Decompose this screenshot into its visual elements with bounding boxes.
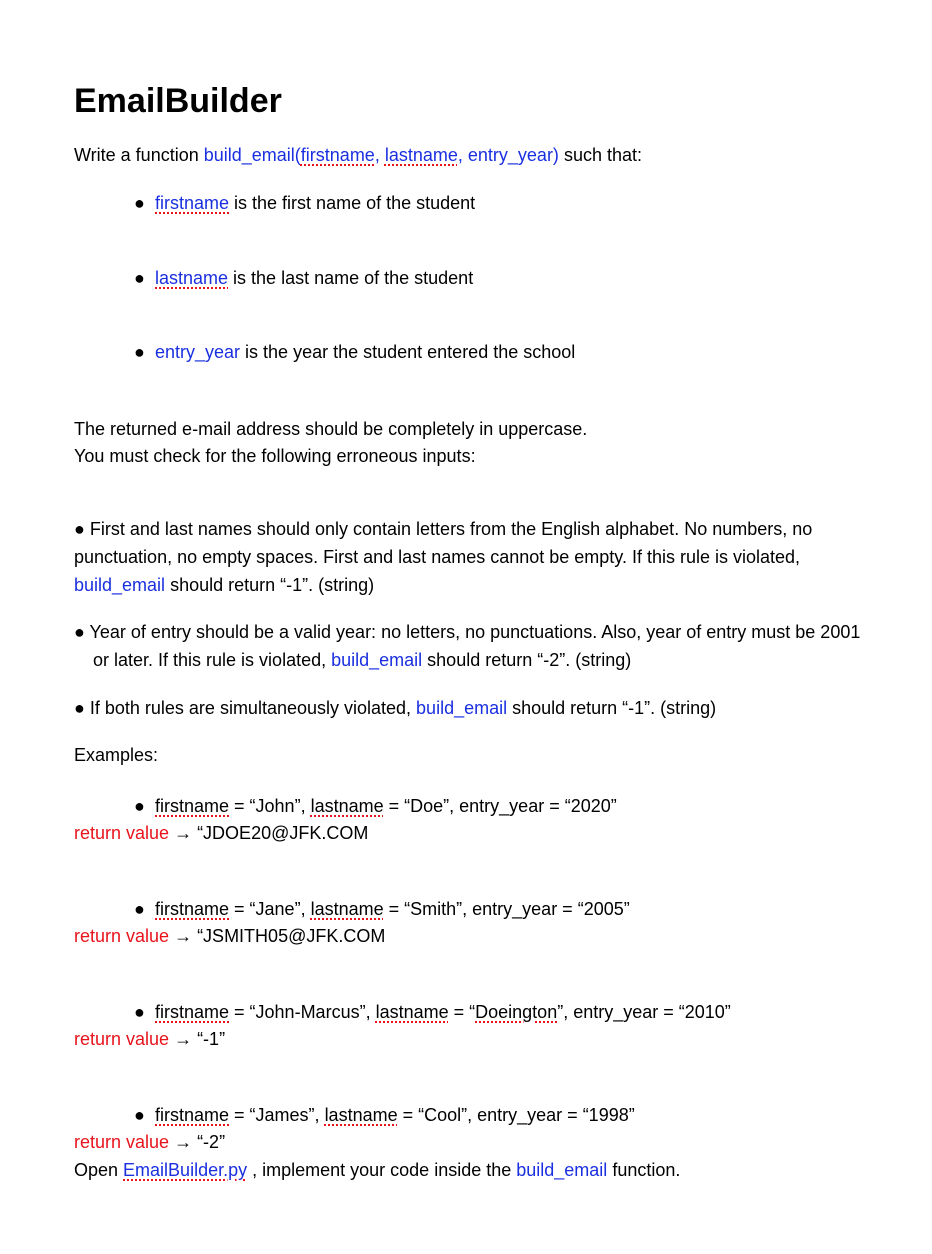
example-return (74, 925, 385, 947)
rule-both: ● If both rules are simultaneously violated, build_email should return “-1”. (string) (74, 698, 717, 718)
example-input: ● firstname = “James”, lastname = “Cool”, entry_year = “1998” (134, 1105, 635, 1125)
param-lastname: lastname (384, 145, 458, 165)
example-return (74, 822, 368, 844)
example-return (74, 1131, 225, 1153)
bullet-icon: ● (134, 193, 145, 213)
intro-suffix: such that: (558, 145, 642, 165)
page-title: EmailBuilder (74, 82, 282, 120)
return-label: return value (74, 1132, 170, 1152)
bullet-icon: ● (134, 899, 145, 919)
param-desc: is the year the student entered the school (240, 342, 576, 362)
note-check-inputs: You must check for the following erroneous inputs: (74, 446, 476, 466)
function-name: build_email (416, 698, 508, 718)
param-desc: is the last name of the student (228, 268, 474, 288)
example-input: ● firstname = “John-Marcus”, lastname = “Doeington”, entry_year = “2010” (134, 1002, 731, 1022)
function-name: build_email (331, 650, 423, 670)
return-value: → “JDOE20@JFK.COM (169, 823, 369, 843)
return-label: return value (74, 823, 170, 843)
intro-line (74, 144, 642, 166)
note-uppercase: The returned e-mail address should be completely in uppercase. (74, 419, 588, 439)
function-name: build_email (74, 575, 166, 595)
intro-prefix: Write a function (74, 145, 204, 165)
param-desc: is the first name of the student (229, 193, 476, 213)
param-item-lastname (134, 267, 473, 289)
return-label: return value (74, 1029, 170, 1049)
param-name: lastname (155, 268, 229, 288)
example-input: ● firstname = “John”, lastname = “Doe”, entry_year = “2020” (134, 796, 617, 816)
param-name: entry_year (155, 342, 241, 362)
file-link[interactable]: EmailBuilder.py (123, 1160, 248, 1180)
return-label: return value (74, 926, 170, 946)
bullet-icon: ● (134, 1105, 145, 1125)
bullet-icon: ● (134, 268, 145, 288)
example-input: ● firstname = “Jane”, lastname = “Smith”, entry_year = “2005” (134, 899, 630, 919)
param-firstname: firstname (300, 145, 375, 165)
rule-names: ● First and last names should only contain letters from the English alphabet. No numbers, no punctuation, no empty spaces. First and last names cannot be empty. If this rule is violated, build_email should return “-1”. (string) (74, 519, 813, 595)
param-item-entry-year (134, 341, 575, 363)
return-value: → “JSMITH05@JFK.COM (169, 926, 386, 946)
param-name: firstname (155, 193, 230, 213)
function-name: build_email (516, 1160, 608, 1180)
function-signature: build_email(firstname, lastname, entry_year) (203, 145, 559, 165)
rule-year: ● Year of entry should be a valid year: no letters, no punctuations. Also, year of entry must be 2001 or later. If this rule is violated, build_email should return “-2”. (string) (74, 622, 861, 670)
bullet-icon: ● (134, 1002, 145, 1022)
example-return (74, 1028, 225, 1050)
param-item-firstname (134, 192, 475, 214)
return-value: → “-2” (169, 1132, 226, 1152)
footer-instruction: Open EmailBuilder.py , implement your code inside the build_email function. (74, 1160, 681, 1180)
bullet-icon: ● (134, 796, 145, 816)
examples-label: Examples: (74, 745, 159, 765)
return-value: → “-1” (169, 1029, 226, 1049)
bullet-icon: ● (134, 342, 145, 362)
